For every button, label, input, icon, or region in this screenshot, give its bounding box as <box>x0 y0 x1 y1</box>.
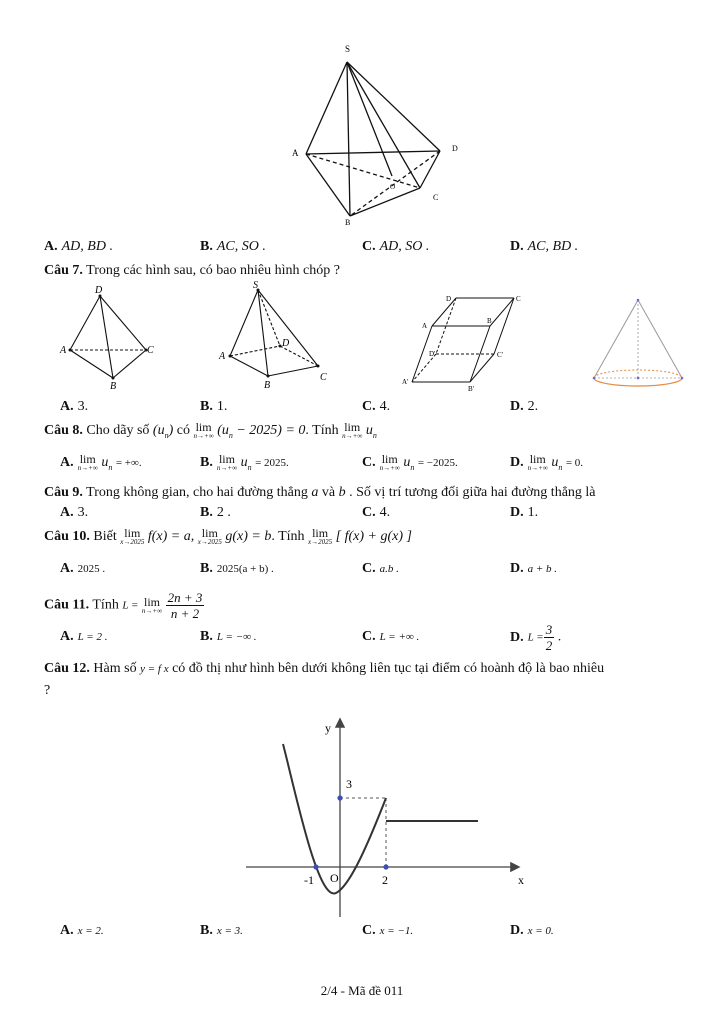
q12-option-d[interactable]: D. x = 0. <box>510 923 554 938</box>
q9-option-c[interactable]: C. 4. <box>362 505 391 520</box>
q8-option-d[interactable]: D. lim n→+∞ $u_n = 0$. <box>510 452 584 473</box>
fig2-label-b: B <box>264 380 271 391</box>
q12-option-c[interactable]: C. x = −1. <box>362 923 414 938</box>
page-footer: 2/4 - Mã đề 011 <box>320 983 404 998</box>
fig3-label-bp: B' <box>468 385 474 393</box>
q12-option-a[interactable]: A. x = 2. <box>60 923 104 938</box>
q11-option-d[interactable]: D. L = $\frac{3}{2}$ . <box>510 622 562 653</box>
fig2-label-a: A <box>219 351 226 362</box>
q7-question: Câu 7. Trong các hình sau, có bao nhiêu hình chóp ? <box>44 263 340 278</box>
fig1-label-c: C <box>147 345 154 356</box>
fig3-label-d: D <box>446 295 452 303</box>
fig1-label-a: A <box>60 345 67 356</box>
q7-figure-tetrahedron <box>58 284 158 394</box>
pyramid-figure <box>280 40 470 230</box>
q11-option-b[interactable]: B. L = −∞ . <box>200 629 257 644</box>
q10-option-a[interactable]: A. 2025 . <box>60 561 106 576</box>
vertex-label-a: A <box>292 148 299 158</box>
q10-question: Câu 10. Biết lim x→2025 f(x) = a, lim x→2025 g(x) = b. Tính lim x→2025 [ f(x) + g(x) ] <box>44 526 412 546</box>
fig3-label-c: C <box>516 295 521 303</box>
vertex-label-b: B <box>345 218 351 227</box>
vertex-label-d: D <box>452 144 458 153</box>
vertex-label-c: C <box>433 193 439 202</box>
fig3-label-dp: D' <box>429 350 436 358</box>
q12-function-graph <box>240 712 540 922</box>
q6-option-c[interactable]: C. AD, SO . <box>362 239 430 254</box>
q9-option-d[interactable]: D. 1. <box>510 505 539 520</box>
q9-option-b[interactable]: B. 2 . <box>200 505 231 520</box>
q12-question-end: ? <box>44 683 51 698</box>
q7-option-d[interactable]: D. 2. <box>510 399 539 414</box>
q6-option-b[interactable]: B. AC, SO . <box>200 239 266 254</box>
graph-x-label: x <box>518 873 524 887</box>
fig3-label-a: A <box>422 322 428 330</box>
q10-option-b[interactable]: B. 2025(a + b) . <box>200 561 274 576</box>
fig2-label-s: S <box>253 280 258 291</box>
fig3-label-cp: C' <box>497 351 503 359</box>
graph-label-2: 2 <box>382 873 388 887</box>
q7-option-b[interactable]: B. 1. <box>200 399 228 414</box>
q12-option-b[interactable]: B. x = 3. <box>200 923 243 938</box>
q8-option-c[interactable]: C. lim n→+∞ $u_n = -2025$. <box>362 452 458 473</box>
q7-figure-pyramid <box>212 280 337 394</box>
q7-option-c[interactable]: C. 4. <box>362 399 391 414</box>
q11-option-a[interactable]: A. L = 2 . <box>60 629 108 644</box>
q6-option-d[interactable]: D. AC, BD . <box>510 239 579 254</box>
graph-label-origin: O <box>330 871 339 885</box>
vertex-label-s: S <box>345 44 351 54</box>
q11-option-c[interactable]: C. L = +∞ . <box>362 629 420 644</box>
q6-option-a[interactable]: A. AD, BD . <box>44 239 113 254</box>
q7-option-a[interactable]: A. 3. <box>60 399 89 414</box>
q8-option-a[interactable]: A. lim n→+∞ $u_n$ = +∞. <box>60 452 142 473</box>
q12-question: Câu 12. Hàm số y = f x có đồ thị như hình bên dưới không liên tục tại điểm có hoành độ là bao nhiêu <box>44 661 605 676</box>
q9-option-a[interactable]: A. 3. <box>60 505 89 520</box>
graph-y-label: y <box>325 721 331 735</box>
q9-question: Câu 9. Trong không gian, cho hai đường thẳng a và b . Số vị trí tương đối giữa hai đường thẳng là <box>44 485 596 500</box>
fig2-label-c: C <box>320 372 327 383</box>
q10-option-c[interactable]: C. a.b . <box>362 561 399 576</box>
q7-figure-prism <box>398 290 538 394</box>
fig1-label-d: D <box>95 285 103 296</box>
q11-question: Câu 11. Tính L = lim n→+∞ $\frac{2n + 3}{n + 2}$ <box>44 590 203 621</box>
fig3-label-b: B <box>487 317 492 325</box>
fig1-label-b: B <box>110 381 117 392</box>
q7-figure-cone <box>588 292 688 392</box>
q8-option-b[interactable]: B. lim n→+∞ $u_n = 2025$. <box>200 452 289 473</box>
q10-option-d[interactable]: D. a + b . <box>510 561 558 576</box>
fig2-label-d: D <box>282 338 290 349</box>
fig3-label-ap: A' <box>402 378 409 386</box>
graph-label-minus-1: -1 <box>304 873 314 887</box>
vertex-label-o: O <box>390 183 396 191</box>
q8-question: Câu 8. Cho dãy số $(u_n)$ có lim n→+∞ $(u_n - 2025) = 0$. Tính lim n→+∞ $u_n$ <box>44 420 377 441</box>
graph-label-3: 3 <box>346 777 352 791</box>
